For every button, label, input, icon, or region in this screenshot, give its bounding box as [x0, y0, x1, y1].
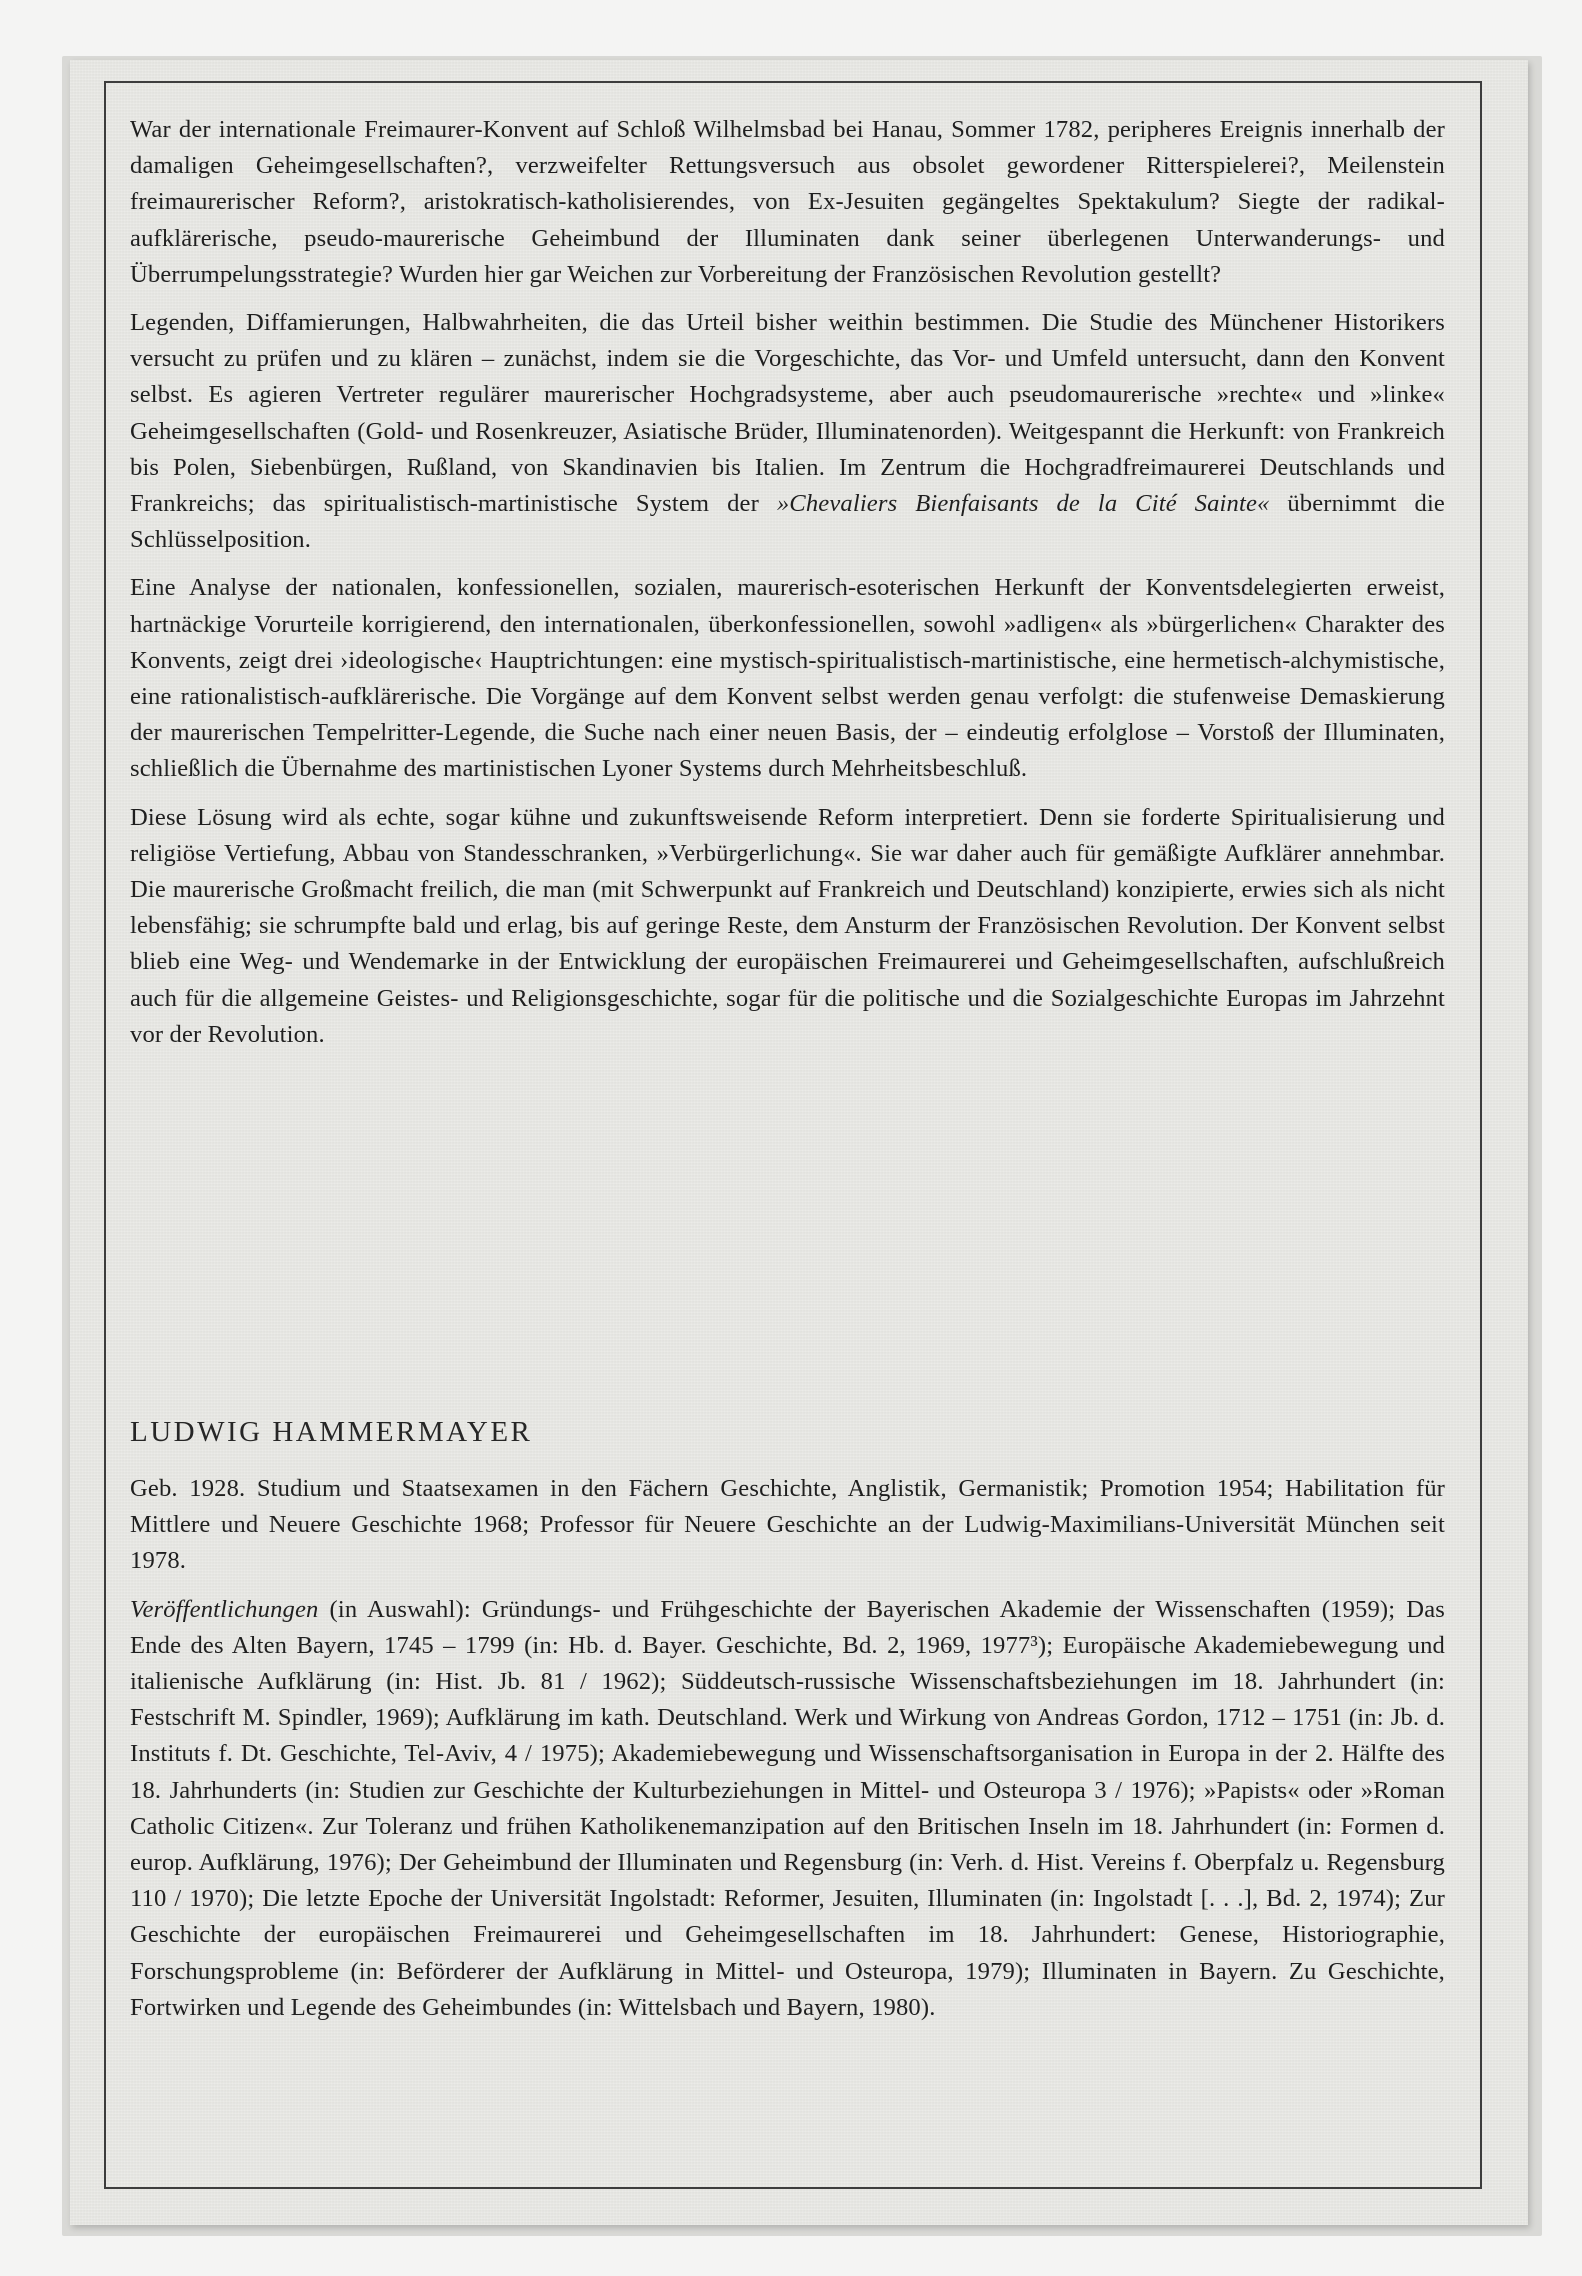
author-name: LUDWIG HAMMERMAYER	[130, 1416, 533, 1448]
blurb-paragraph-4: Diese Lösung wird als echte, sogar kühne und zukunftsweisende Reform interpretiert. Denn sie forderte Spiritualisierung und religiöse Vertiefung, Abbau von Standesschranken, »Verbürgerlichung«. Sie war daher auch für gemäßigte Aufklärer annehmbar. Die maurerische Großmacht freilich, die man (mit Schwerpunkt auf Frankreich und Deutschland) konzipierte, erwies sich als nicht lebensfähig; sie schrumpfte bald und erlag, bis auf geringe Reste, dem Ansturm der Französischen Revolution. Der Konvent selbst blieb eine Weg- und Wendemarke in der Entwicklung der europäischen Freimaurerei und Geheimgesellschaften, aufschlußreich auch für die allgemeine Geistes- und Religionsgeschichte, sogar für die politische und die Sozialgeschichte Europas im Jahrzehnt vor der Revolution.	[130, 803, 1445, 1048]
blurb-paragraph-2-start: Legenden, Diffamierungen, Halbwahrheiten, die das Urteil bisher weithin bestimmen. Die Studie des Münchener Historikers versucht zu prüfen und zu klären – zunächst, indem sie die Vorgeschichte, das Vor- und Umfeld untersucht, dann den Konvent selbst. Es agieren Vertreter regulärer maurerischer Hochgradsysteme, aber auch pseudomaurerische »rechte« und »linke« Geheimgesellschaften (Gold- und Rosenkreuzer, Asiatische Brüder, Illuminatenorden). Weitgespannt die Herkunft: von Frankreich bis Polen, Siebenbürgen, Rußland, von Skandinavien bis Italien. Im Zentrum die Hochgradfreimaurerei Deutschlands und Frankreichs; das spiritualistisch-martinistische System der	[130, 309, 1445, 518]
author-biography: Geb. 1928. Studium und Staatsexamen in den Fächern Geschichte, Anglistik, Germanistik; Promotion 1954; Habilitation für Mittlere und Neuere Geschichte 1968; Professor für Neuere Geschichte an der Ludwig-Maximilians-Universität München seit 1978.	[130, 1475, 1445, 1575]
author-publications	[130, 1592, 1445, 2026]
publications-label: Veröffentlichungen	[130, 1595, 319, 1623]
publications-label-suffix: (in Auswahl):	[318, 1595, 482, 1623]
author-section	[130, 1416, 1445, 2038]
blurb-paragraph-3: Eine Analyse der nationalen, konfessionellen, sozialen, maurerisch-esoterischen Herkunft der Konventsdelegierten erweist, hartnäckige Vorurteile korrigierend, den internationalen, überkonfessionellen, sowohl »adligen« als »bürgerlichen« Charakter des Konvents, zeigt drei ›ideologische‹ Hauptrichtungen: eine mystisch-spiritualistisch-martinistische, eine hermetisch-alchymistische, eine rationalistisch-aufklärerische. Die Vorgänge auf dem Konvent selbst werden genau verfolgt: die stufenweise Demaskierung der maurerischen Tempelritter-Legende, die Suche nach einer neuen Basis, der – eindeutig erfolglose – Vorstoß der Illuminaten, schließlich die Übernahme des martinistischen Lyoner Systems durch Mehrheitsbeschluß.	[130, 574, 1445, 783]
blurb-paragraph-1: War der internationale Freimaurer-Konvent auf Schloß Wilhelmsbad bei Hanau, Sommer 1782, peripheres Ereignis innerhalb der damaligen Geheimgesellschaften?, verzweifelter Rettungsversuch aus obsolet gewordener Ritterspielerei?, Meilenstein freimaurerischer Reform?, aristokratisch-katholisierendes, von Ex-Jesuiten gegängeltes Spektakulum? Siegte der radikal-aufklärerische, pseudo-maurerische Geheimbund der Illuminaten dank seiner überlegenen Unterwanderungs- und Überrumpelungsstrategie? Wurden hier gar Weichen zur Vorbereitung der Französischen Revolution gestellt?	[130, 116, 1445, 288]
blurb-paragraph-2-end: übernimmt die Schlüsselposition.	[130, 490, 1445, 554]
author-bio	[130, 1471, 1445, 2026]
blurb-paragraph-2-italic: »Chevaliers Bienfaisants de la Cité Sainte«	[776, 490, 1270, 518]
blurb-paragraph-2	[130, 305, 1445, 558]
publications-list: Gründungs- und Frühgeschichte der Bayerischen Akademie der Wissenschaften (1959); Das Ende des Alten Bayern, 1745 – 1799 (in: Hb. d. Bayer. Geschichte, Bd. 2, 1969, 1977³); Europäische Akademiebewegung und italienische Aufklärung (in: Hist. Jb. 81 / 1962); Süddeutsch-russische Wissenschaftsbeziehungen im 18. Jahrhundert (in: Festschrift M. Spindler, 1969); Aufklärung im kath. Deutschland. Werk und Wirkung von Andreas Gordon, 1712 – 1751 (in: Jb. d. Instituts f. Dt. Geschichte, Tel-Aviv, 4 / 1975); Akademiebewegung und Wissenschaftsorganisation in Europa in der 2. Hälfte des 18. Jahrhunderts (in: Studien zur Geschichte der Kulturbeziehungen in Mittel- und Osteuropa 3 / 1976); »Papists« oder »Roman Catholic Citizen«. Zur Toleranz und frühen Katholikenemanzipation auf den Britischen Inseln im 18. Jahrhundert (in: Formen d. europ. Aufklärung, 1976); Der Geheimbund der Illuminaten und Regensburg (in: Verh. d. Hist. Vereins f. Oberpfalz u. Regensburg 110 / 1970); Die letzte Epoche der Universität Ingolstadt: Reformer, Jesuiten, Illuminaten (in: Ingolstadt [. . .], Bd. 2, 1974); Zur Geschichte der europäischen Freimaurerei und Geheimgesellschaften im 18. Jahrhundert: Genese, Historiographie, Forschungsprobleme (in: Beförderer der Aufklärung in Mittel- und Osteuropa, 1979); Illuminaten in Bayern. Zu Geschichte, Fortwirken und Legende des Geheimbundes (in: Wittelsbach und Bayern, 1980).	[130, 1595, 1445, 2021]
blurb-text	[130, 112, 1445, 1065]
